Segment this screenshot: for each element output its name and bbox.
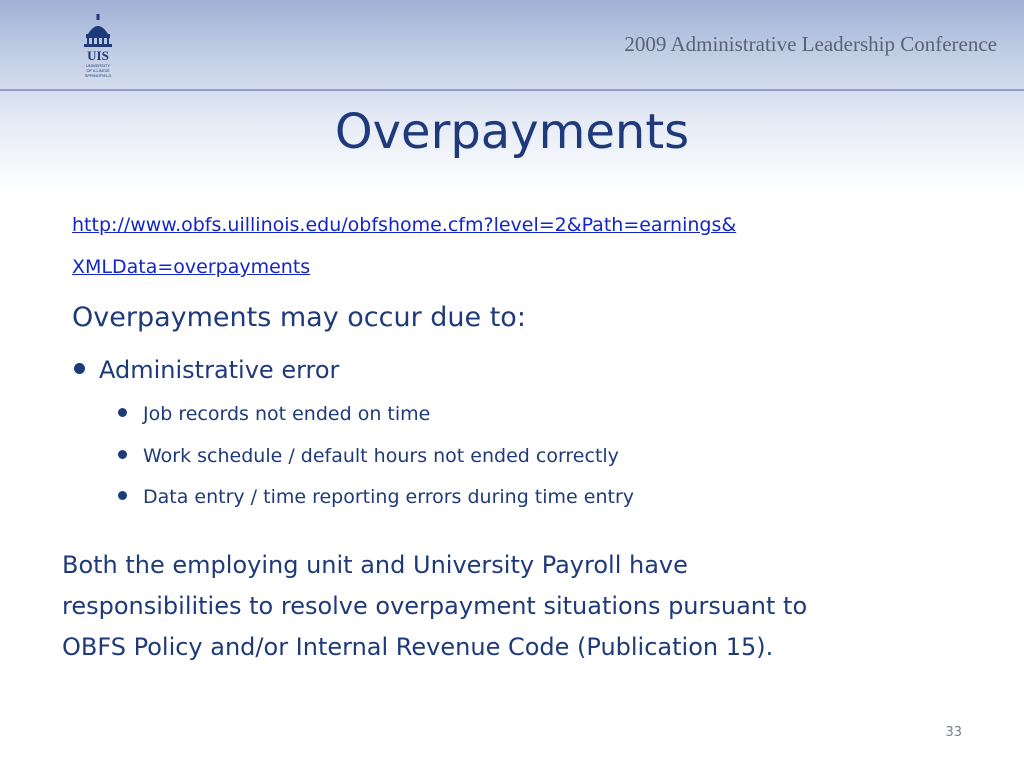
paragraph-line: responsibilities to resolve overpayment situations pursuant to xyxy=(62,592,808,620)
responsibility-paragraph xyxy=(62,545,962,668)
policy-link-line-1[interactable]: http://www.obfs.uillinois.edu/obfshome.cfm?level=2&Path=earnings& xyxy=(72,214,737,236)
header-divider xyxy=(0,89,1024,91)
bullet-item xyxy=(74,356,339,384)
logo-wordmark: UIS xyxy=(87,48,109,63)
slide-title: Overpayments xyxy=(334,104,690,160)
bullet-dot-icon xyxy=(118,408,127,417)
paragraph-line: Both the employing unit and University Payroll have xyxy=(62,551,688,579)
bullet-dot-icon xyxy=(74,363,85,374)
page-number: 33 xyxy=(945,725,962,740)
logo-caption-2: OF ILLINOIS xyxy=(86,68,110,73)
sub-bullet-item xyxy=(118,486,634,508)
sub-bullet-label: Data entry / time reporting errors during time entry xyxy=(143,486,635,508)
logo-caption-3: SPRINGFIELD xyxy=(84,73,112,78)
header-band xyxy=(0,0,1024,190)
policy-link-line-2[interactable]: XMLData=overpayments xyxy=(72,256,311,278)
logo-caption-1: UNIVERSITY xyxy=(85,63,111,68)
bullet-label: Administrative error xyxy=(99,356,340,384)
bullet-dot-icon xyxy=(118,450,127,459)
sub-bullet-label: Work schedule / default hours not ended correctly xyxy=(143,445,619,467)
sub-bullet-item xyxy=(118,445,619,467)
conference-title: 2009 Administrative Leadership Conference xyxy=(624,32,997,56)
sub-bullet-label: Job records not ended on time xyxy=(143,403,431,425)
uis-logo-icon xyxy=(78,14,118,78)
sub-bullet-item xyxy=(118,403,430,425)
paragraph-line: OBFS Policy and/or Internal Revenue Code (Publication 15). xyxy=(62,633,774,661)
bullet-dot-icon xyxy=(118,491,127,500)
lead-text: Overpayments may occur due to: xyxy=(72,302,526,333)
